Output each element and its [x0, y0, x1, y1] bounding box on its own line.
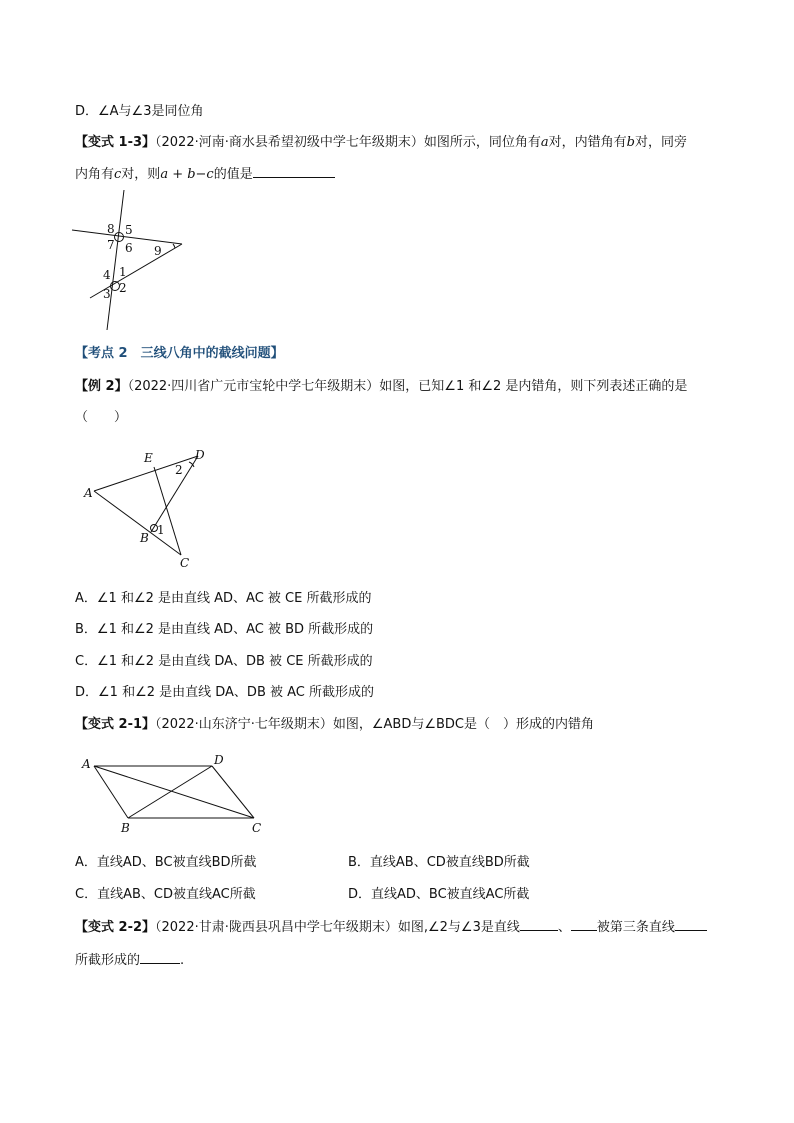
angle-arc-9 [173, 244, 175, 248]
example-2-line1 [75, 378, 687, 396]
var-c: c [114, 167, 122, 182]
point-d: D [195, 448, 205, 462]
point-a: A [84, 486, 93, 500]
angle-label-8: 8 [107, 222, 115, 236]
separator: 、 [557, 920, 571, 935]
angle-label-7: 7 [107, 238, 115, 252]
angle-label-4: 4 [103, 268, 111, 282]
stem-text: 的值是 [213, 167, 253, 182]
figure-example-2 [82, 445, 212, 570]
angle-label-9: 9 [154, 244, 162, 258]
stem-text: 内角有 [75, 167, 115, 182]
diagonal-ac [94, 766, 254, 818]
angle-label-5: 5 [125, 223, 133, 237]
answer-blank-2 [571, 918, 597, 931]
stem-text: 如图所示，同位角有 [423, 135, 541, 150]
line-ac [94, 491, 181, 555]
angle-label-3: 3 [103, 287, 111, 301]
stem-text: 如图,∠2与∠3是直线 [397, 920, 520, 935]
example-2-paren: （ ） [75, 410, 128, 425]
variant-2-2-line1 [75, 918, 707, 937]
answer-blank-4 [140, 951, 180, 964]
variant-2-1-line1 [75, 716, 594, 734]
variant-tag: 【变式 1-3】 [75, 135, 156, 150]
variant-1-3-line1 [75, 134, 687, 152]
point-c: C [252, 821, 262, 835]
point-d: D [214, 753, 224, 767]
source: （2022·河南·商水县希望初级中学七年级期末） [155, 135, 424, 150]
source: （2022·山东济宁·七年级期末） [155, 717, 333, 732]
option-b[interactable]: B．∠1 和∠2 是由直线 AD、AC 被 BD 所截形成的 [75, 622, 374, 637]
source: （2022·四川省广元市宝轮中学七年级期末） [127, 379, 380, 394]
angle-label-1: 1 [119, 265, 127, 279]
point-b: B [121, 821, 130, 835]
example-tag: 【例 2】 [75, 379, 128, 394]
option-a[interactable]: A．∠1 和∠2 是由直线 AD、AC 被 CE 所截形成的 [75, 591, 372, 606]
option-d[interactable]: D．直线AD、BC被直线AC所截 [348, 887, 530, 902]
option-b[interactable]: B．直线AB、CD被直线BD所截 [348, 855, 530, 870]
option-c[interactable]: C．直线AB、CD被直线AC所截 [75, 887, 256, 902]
option-d[interactable]: D．∠1 和∠2 是由直线 DA、DB 被 AC 所截形成的 [75, 685, 375, 700]
variant-1-3-line2 [75, 165, 335, 184]
stem-text: 被第三条直线 [596, 920, 675, 935]
answer-blank [253, 165, 335, 178]
variant-2-2-line2 [75, 951, 184, 970]
option-c[interactable]: C．∠1 和∠2 是由直线 DA、DB 被 CE 所截形成的 [75, 654, 373, 669]
answer-blank-1 [520, 918, 558, 931]
point-b: B [140, 531, 149, 545]
side-dc [212, 766, 254, 818]
stem-text: 对，同旁 [635, 135, 688, 150]
source: （2022·甘肃·陇西县巩昌中学七年级期末） [155, 920, 398, 935]
figure-three-lines [70, 190, 200, 335]
diagonal-bd [128, 766, 212, 818]
angle-label-2: 2 [175, 463, 183, 477]
stem-text: 如图，∠ABD与∠BDC是（ ）形成的内错角 [332, 717, 595, 732]
stem-text: 对，内错角有 [548, 135, 627, 150]
option-a[interactable]: A．直线AD、BC被直线BD所截 [75, 855, 257, 870]
angle-label-6: 6 [125, 241, 133, 255]
var-b: b [626, 135, 635, 150]
point-e: E [144, 451, 153, 465]
topic-heading: 【考点 2 三线八角中的截线问题】 [75, 346, 284, 361]
line-ec [154, 467, 181, 555]
expression: a + b−c [160, 167, 214, 182]
point-a: A [82, 757, 91, 771]
stem-text: 如图，已知∠1 和∠2 是内错角，则下列表述正确的是 [379, 379, 688, 394]
figure-parallelogram [80, 750, 270, 840]
var-a: a [540, 135, 549, 150]
point-c: C [180, 556, 190, 570]
side-ab [94, 766, 128, 818]
answer-blank-3 [675, 918, 707, 931]
period: . [180, 953, 185, 968]
variant-tag: 【变式 2-1】 [75, 717, 156, 732]
variant-tag: 【变式 2-2】 [75, 920, 156, 935]
angle-label-1: 1 [157, 523, 165, 537]
stem-text: 所截形成的 [75, 953, 141, 968]
stem-text: 对，则 [121, 167, 161, 182]
option-d-previous: D．∠A与∠3是同位角 [75, 104, 204, 119]
transversal-line [107, 190, 124, 330]
angle-label-2: 2 [119, 281, 127, 295]
